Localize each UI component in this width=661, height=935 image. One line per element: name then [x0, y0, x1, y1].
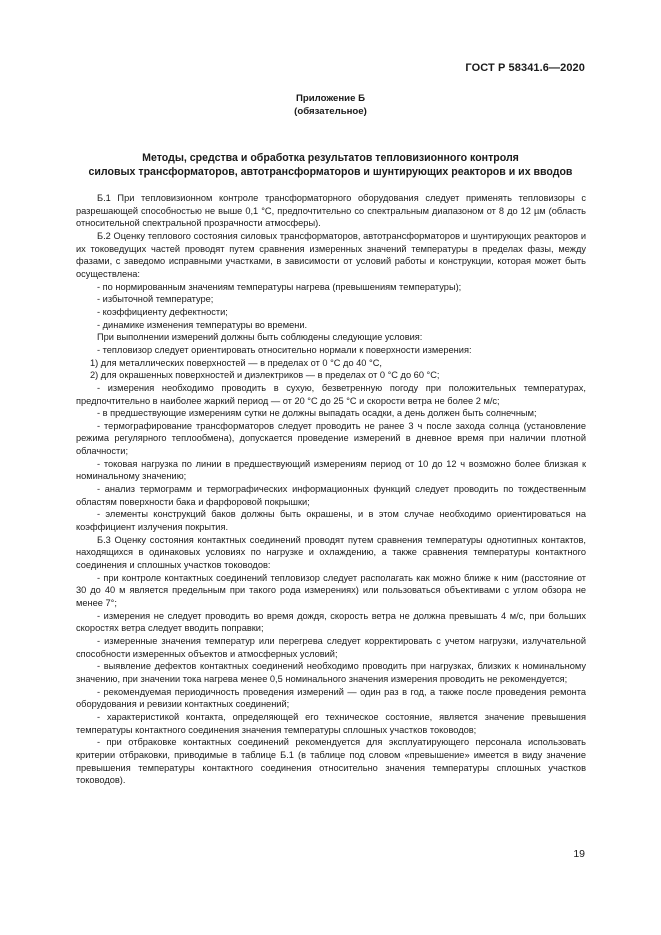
list-item: - в предшествующие измерениям сутки не должны выпадать осадки, а день должен быть солнечным; — [97, 408, 537, 419]
list-item: - токовая нагрузка по линии в предшествующий измерениям период от 10 до 12 ч возможно более близкая к номинальному значению; — [76, 458, 586, 482]
list-item: - элементы конструкций баков должны быть окрашены, и в этом случае необходимо ориентироваться на коэффициент излучения покрытия. — [76, 509, 586, 533]
list-item: - измерения не следует проводить во время дождя, скорость ветра не должна превышать 4 м/с, при больших скоростях ветра следует вводить поправки; — [76, 610, 586, 634]
list-item: - измерения необходимо проводить в сухую, безветренную погоду при положительных температурах, предпочтительно в наиболее жаркий период — от 20 °С до 25 °С и скорости ветра не более 2 м/с; — [76, 382, 586, 406]
paragraph-b2: Б.2 Оценку теплового состояния силовых трансформаторов, автотрансформаторов и шунтирующих реакторов и их токоведущих частей проводят путем сравнения измеренных значений температуры в пределах фазы, между фазами, с заведомо исправными участками, в зависимости от условий работы и конструкции, которая может быть осуществлена: — [76, 230, 586, 279]
paragraph-b3: Б.3 Оценку состояния контактных соединений проводят путем сравнения температуры однотипных контактов, находящихся в одинаковых условиях по нагрузке и охлаждению, а также сравнения температуры контактного соединения и сплошных участков тоководов: — [76, 534, 586, 571]
list-item: - при контроле контактных соединений тепловизор следует располагать как можно ближе к ним (расстояние от 30 до 40 м является предельным при такого рода измерениях) или пользоваться объективами с углом обзора не менее 7°; — [76, 572, 586, 608]
list-item: - тепловизор следует ориентировать относительно нормали к поверхности измерения: — [97, 344, 472, 355]
list-item: - термографирование трансформаторов следует проводить не ранее 3 ч после захода солнца (установление режима регулярного теплообмена), допускается проведение измерений в дневное время при наличии плотной облачности; — [76, 420, 586, 457]
standard-code: ГОСТ Р 58341.6—2020 — [465, 62, 585, 74]
page-number: 19 — [573, 848, 585, 860]
annex-status: (обязательное) — [294, 106, 367, 117]
body-text — [76, 192, 586, 787]
list-item: - рекомендуемая периодичность проведения измерений — один раз в год, а также после проведения ремонта оборудования и ревизии контактных соединений; — [76, 686, 586, 710]
list-item: - динамике изменения температуры во времени. — [97, 319, 308, 330]
list-item: - коэффициенту дефектности; — [97, 306, 228, 317]
sub-list-item: 2) для окрашенных поверхностей и диэлектриков — в пределах от 0 °С до 60 °С; — [90, 370, 440, 381]
list-item: - анализ термограмм и термографических информационных функций следует проводить по тождественным областям поверхности бака и фарфоровой покрышки; — [76, 484, 586, 507]
list-item: - характеристикой контакта, определяющей его техническое состояние, является значение превышения температуры контактного соединения значения температуры сплошных участков тоководов; — [76, 711, 586, 735]
sub-list-item: 1) для металлических поверхностей — в пределах от 0 °С до 40 °С, — [90, 357, 382, 368]
list-item: - измеренные значения температур или перегрева следует корректировать с учетом нагрузки, излучательной способности измеренных объектов и атмосферных условий; — [76, 635, 586, 659]
section-title — [40, 152, 621, 179]
list-item: - выявление дефектов контактных соединений необходимо проводить при нагрузках, близких к номинальному значению, при значении тока нагрева менее 0,5 номинального значения измерения проводить не рекомендуется; — [76, 661, 586, 684]
section-title-line-2: силовых трансформаторов, автотрансформаторов и шунтирующих реакторов и их вводов — [88, 165, 573, 178]
list-item: - по нормированным значениям температуры нагрева (превышениям температуры); — [97, 281, 462, 292]
paragraph: При выполнении измерений должны быть соблюдены следующие условия: — [97, 332, 423, 343]
paragraph-b1: Б.1 При тепловизионном контроле трансформаторного оборудования следует применять тепловизоры с разрешающей способностью не выше 0,1 °С, предпочтительно со спектральным диапазоном от 8 до 12 µм (область относительной спектральной прозрачности атмосферы). — [76, 193, 586, 229]
list-item: - при отбраковке контактных соединений рекомендуется для эксплуатирующего персонала использовать критерии отбраковки, приводимые в таблице Б.1 (в таблице под словом «превышение» имеется в виду значение превышения температуры контактного соединения относительно значения температуры сплошных участков тоководов). — [76, 737, 586, 786]
annex-heading — [0, 92, 661, 118]
section-title-line-1: Методы, средства и обработка результатов тепловизионного контроля — [142, 152, 519, 164]
annex-title: Приложение Б — [296, 93, 365, 104]
list-item: - избыточной температуре; — [97, 294, 214, 305]
